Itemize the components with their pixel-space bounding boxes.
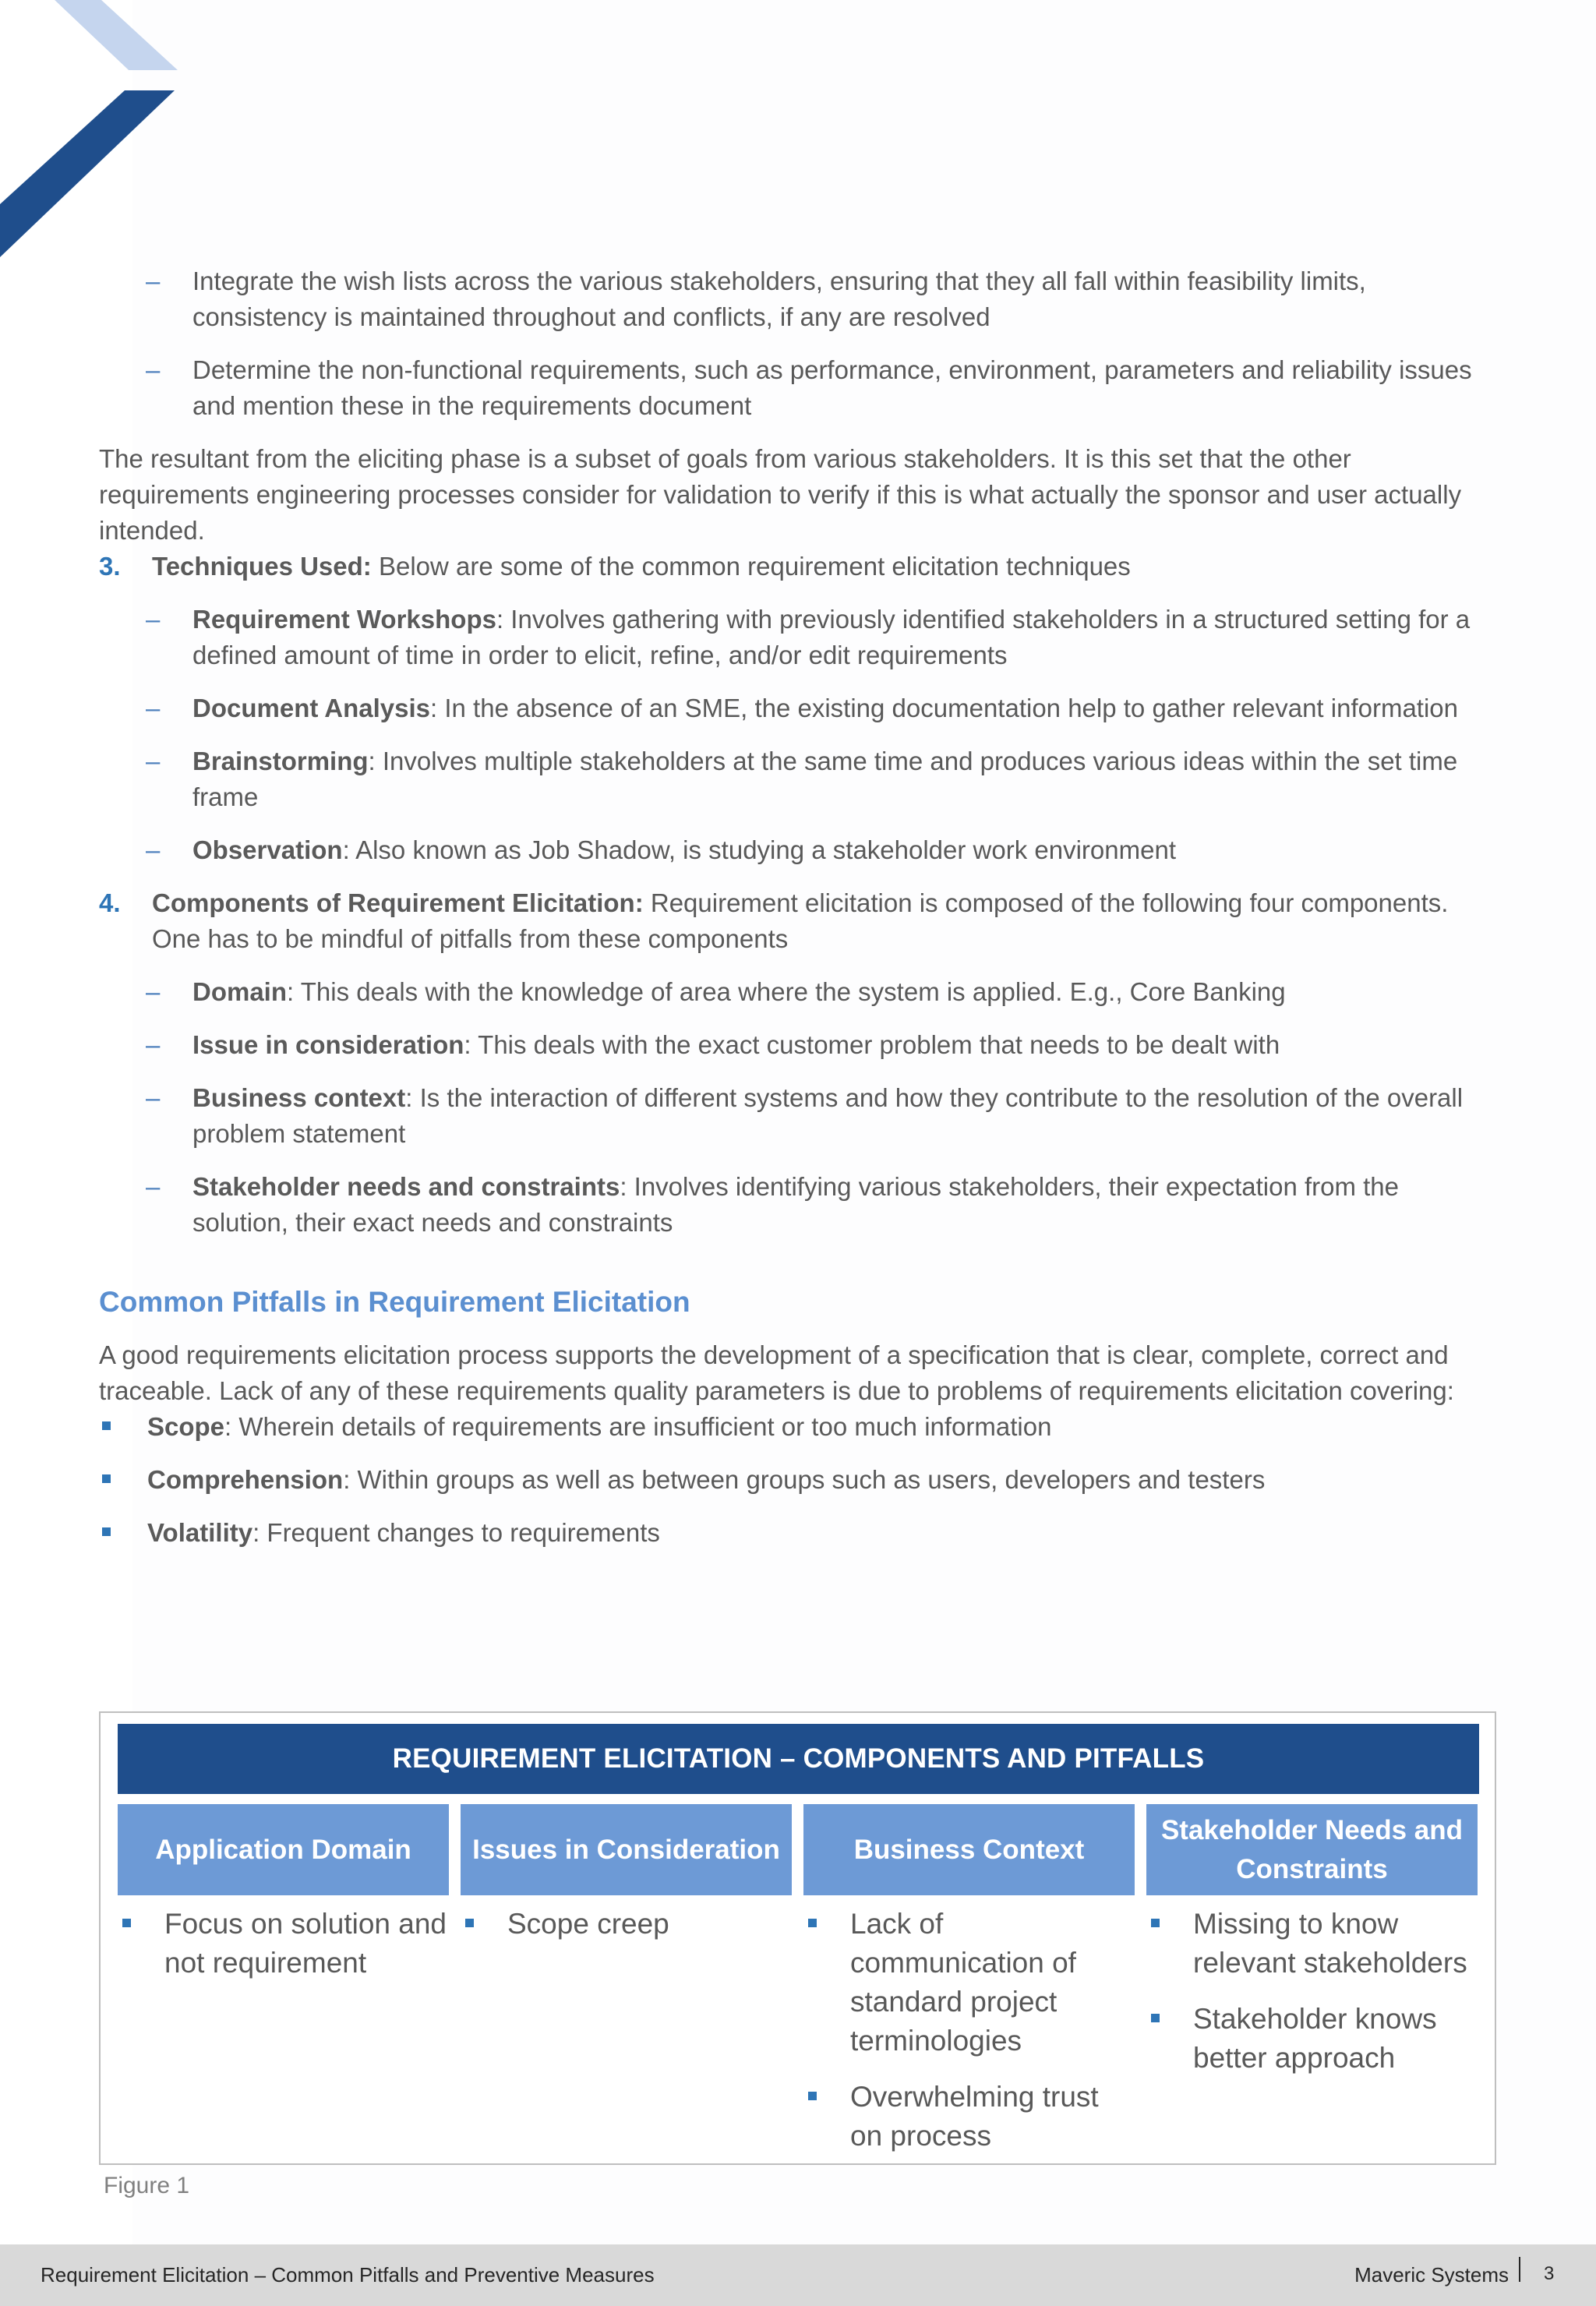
list-item: – Document Analysis: In the absence of an SME, the existing documentation help to gather relevant information — [99, 690, 1494, 726]
column-body-application-domain — [118, 1905, 449, 2000]
list-item: – Observation: Also known as Job Shadow, is studying a stakeholder work environment — [99, 832, 1494, 868]
dash-bullet-icon: – — [146, 1172, 161, 1201]
column-header-issues: Issues in Consideration — [461, 1804, 792, 1895]
column-body-stakeholder-needs — [1146, 1905, 1478, 2095]
dash-bullet-icon: – — [146, 747, 161, 775]
dash-bullet-icon: – — [146, 1083, 161, 1112]
list-item: Stakeholder knows better approach — [1146, 2000, 1478, 2078]
dash-bullet-icon: – — [146, 1030, 161, 1059]
list-item: – Business context: Is the interaction of different systems and how they contribute to the resolution of the overall problem statement — [99, 1080, 1494, 1152]
list-item: Missing to know relevant stakeholders — [1146, 1905, 1478, 1983]
column-header-business-context: Business Context — [803, 1804, 1135, 1895]
dash-bullet-icon: – — [146, 835, 161, 864]
pitfalls-heading: Common Pitfalls in Requirement Elicitation — [99, 1286, 690, 1318]
section-4: 4. Components of Requirement Elicitation: Requirement elicitation is composed of the following four components. One has to be mindful of pitfalls from these components — [99, 885, 1494, 957]
list-item: Overwhelming trust on process — [803, 2078, 1135, 2156]
list-item: Lack of communication of standard project terminologies — [803, 1905, 1135, 2061]
list-item: – Requirement Workshops: Involves gathering with previously identified stakeholders in a structured setting for a defined amount of time in order to elicit, refine, and/or edit requirements — [99, 602, 1494, 673]
section-number: 4. — [99, 888, 121, 917]
figure-caption: Figure 1 — [104, 2173, 190, 2198]
list-item: – Domain: This deals with the knowledge of area where the system is applied. E.g., Core Banking — [99, 974, 1494, 1010]
footer-company: Maveric Systems — [1354, 2263, 1509, 2287]
dash-bullet-icon: – — [146, 355, 161, 384]
page-footer — [0, 2244, 1596, 2306]
list-item: Focus on solution and not requirement — [118, 1905, 449, 1983]
list-item: – Determine the non-functional requirements, such as performance, environment, parameters and reliability issues and mention these in the requirements document — [99, 352, 1494, 424]
dash-bullet-icon: – — [146, 605, 161, 634]
resultant-paragraph: The resultant from the eliciting phase is a subset of goals from various stakeholders. It is this set that the other requirements engineering processes consider for validation to verify if this is what actually the sponsor and user actually intended. — [99, 444, 1462, 545]
dash-bullet-icon: – — [146, 694, 161, 722]
footer-document-title: Requirement Elicitation – Common Pitfalls and Preventive Measures — [41, 2263, 655, 2287]
square-bullet-icon — [102, 1474, 111, 1483]
dash-bullet-icon: – — [146, 267, 161, 295]
list-item: Comprehension: Within groups as well as between groups such as users, developers and testers — [99, 1462, 1494, 1498]
section-3: 3. Techniques Used: Below are some of the common requirement elicitation techniques — [99, 549, 1494, 584]
square-bullet-icon — [122, 1919, 131, 1927]
dash-bullet-icon: – — [146, 977, 161, 1006]
section-title: Components of Requirement Elicitation: — [152, 888, 644, 917]
square-bullet-icon — [808, 2092, 817, 2100]
column-header-stakeholder-needs: Stakeholder Needs and Constraints — [1146, 1804, 1478, 1895]
square-bullet-icon — [102, 1527, 111, 1536]
square-bullet-icon — [1151, 2014, 1160, 2022]
list-item: Volatility: Frequent changes to requirements — [99, 1515, 1494, 1551]
list-item: Scope: Wherein details of requirements are insufficient or too much information — [99, 1409, 1494, 1445]
list-item: – Issue in consideration: This deals with the exact customer problem that needs to be dealt with — [99, 1027, 1494, 1063]
figure-title: REQUIREMENT ELICITATION – COMPONENTS AND PITFALLS — [118, 1724, 1479, 1794]
square-bullet-icon — [1151, 1919, 1160, 1927]
footer-divider — [1519, 2257, 1520, 2282]
figure-components-pitfalls — [99, 1711, 1496, 2165]
square-bullet-icon — [808, 1919, 817, 1927]
list-item: – Stakeholder needs and constraints: Involves identifying various stakeholders, their expectation from the solution, their exact needs and constraints — [99, 1169, 1494, 1241]
pitfalls-intro: A good requirements elicitation process supports the development of a specification that is clear, complete, correct and traceable. Lack of any of these requirements quality parameters is due to problems of requirements elicitation covering: — [99, 1340, 1454, 1405]
square-bullet-icon — [102, 1421, 111, 1430]
page-number: 3 — [1544, 2263, 1555, 2284]
column-body-business-context — [803, 1905, 1135, 2173]
list-item: – Brainstorming: Involves multiple stakeholders at the same time and produces various ideas within the set time frame — [99, 743, 1494, 815]
section-title: Techniques Used: — [152, 552, 372, 581]
section-number: 3. — [99, 552, 121, 581]
square-bullet-icon — [465, 1919, 474, 1927]
column-header-application-domain: Application Domain — [118, 1804, 449, 1895]
document-body — [99, 263, 1494, 1568]
column-body-issues — [461, 1905, 792, 1961]
corner-chevron-logo — [0, 0, 187, 265]
list-item: – Integrate the wish lists across the various stakeholders, ensuring that they all fall within feasibility limits, consistency is maintained throughout and conflicts, if any are resolved — [99, 263, 1494, 335]
list-item: Scope creep — [461, 1905, 792, 1944]
